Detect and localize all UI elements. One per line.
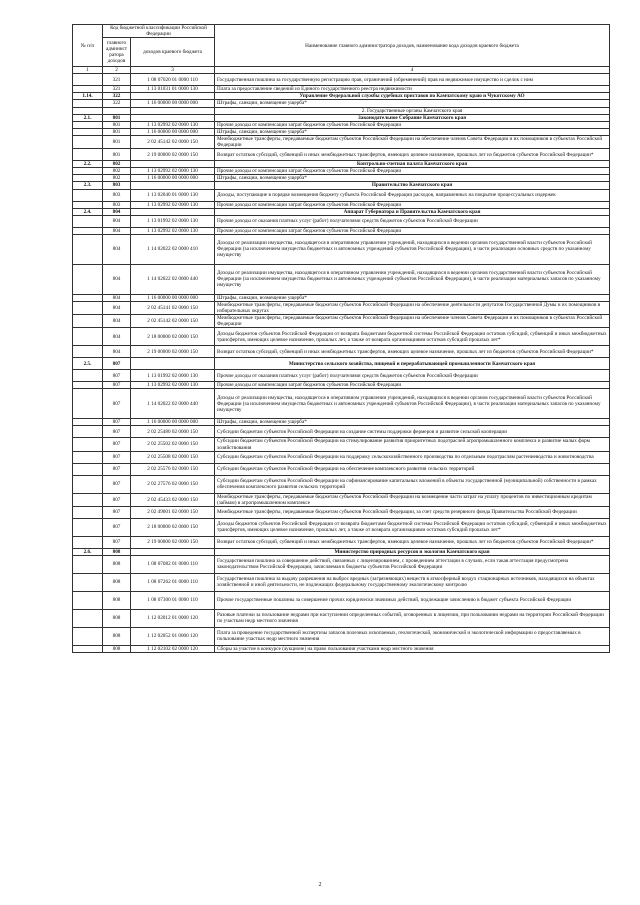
- row-number: [73, 227, 103, 234]
- admin-code: 803: [103, 182, 131, 189]
- table-row: [73, 536, 610, 548]
- admin-code: 807: [103, 518, 131, 536]
- revenue-name: Доходы от реализации имущества, находящегося в оперативном управлении учреждений, находящихся в ведении органов государственной власти субъектов Российской Федерации (за исключением имущества бюджетных и автономных учреждений субъектов Российской Федерации), в части реализации материальных запасов по указанному имуществу: [215, 264, 610, 294]
- table-row: [73, 74, 610, 86]
- table-row: [73, 493, 610, 506]
- header-num: № п/п: [73, 25, 103, 67]
- table-row: [73, 121, 610, 128]
- revenue-name: Плата за проведение государственной экспертизы запасов полезных ископаемых, геологической, экономической и экологической информации о предоставляемых в пользование участках недр местного значения: [215, 627, 610, 645]
- row-number: 2.4.: [73, 208, 103, 215]
- admin-code: 807: [103, 370, 131, 382]
- revenue-code: 1 12 02012 01 0000 120: [131, 609, 215, 627]
- page-number: 2: [318, 882, 322, 888]
- admin-code: 808: [103, 609, 131, 627]
- column-number: 3: [131, 67, 215, 74]
- revenue-name: Межбюджетные трансферты, передаваемые бюджетам субъектов Российской Федерации на обеспечение деятельности депутатов Государственной Думы и их помощников в избирательных округах: [215, 301, 610, 314]
- admin-code: 804: [103, 215, 131, 227]
- admin-code: 807: [103, 506, 131, 518]
- admin-code: 804: [103, 264, 131, 294]
- table-row: [73, 370, 610, 382]
- table-row-section: [73, 548, 610, 555]
- admin-code: 801: [103, 114, 131, 121]
- header-name: Наименование главного администратора доходов, наименование кода доходов краевого бюджета: [215, 25, 610, 67]
- revenue-code: 2 02 49001 02 0000 150: [131, 506, 215, 518]
- revenue-name: Доходы, поступающие в порядке возмещения бюджету субъекта Российской Федерации расходов, направленных на покрытие процессуальных издержек: [215, 189, 610, 201]
- table-row: [73, 100, 610, 107]
- table-row: [73, 382, 610, 389]
- table-row: [73, 627, 610, 645]
- revenue-name: Межбюджетные трансферты, передаваемые бюджетам субъектов Российской Федерации на обеспечение членов Совета Федерации и их помощников в субъектах Российской Федерации: [215, 315, 610, 328]
- row-number: [73, 536, 103, 548]
- revenue-code: 2 18 00000 02 0000 150: [131, 518, 215, 536]
- row-number: [73, 74, 103, 86]
- row-number: [73, 591, 103, 609]
- admin-code: 801: [103, 135, 131, 148]
- revenue-name: Межбюджетные трансферты, передаваемые бюджетам субъектов Российской Федерации, за счет средств резервного фонда Правительства Российской Федерации: [215, 506, 610, 518]
- admin-code: 807: [103, 358, 131, 370]
- table-row: [73, 645, 610, 652]
- revenue-code: 1 12 02102 02 0000 120: [131, 645, 215, 652]
- table-row-section: [73, 208, 610, 215]
- revenue-code: 1 14 02022 02 0000 440: [131, 264, 215, 294]
- revenue-name: Прочие доходы от компенсации затрат бюджетов субъектов Российской Федерации: [215, 227, 610, 234]
- revenue-name: Аппарат Губернатора и Правительства Камчатского края: [215, 208, 610, 215]
- table-row: [73, 506, 610, 518]
- revenue-code: [131, 358, 215, 370]
- row-number: [73, 107, 103, 114]
- row-number: [73, 100, 103, 107]
- table-row: [73, 201, 610, 208]
- row-number: [73, 389, 103, 419]
- admin-code: 804: [103, 328, 131, 346]
- revenue-name: Государственная пошлина за государственную регистрацию прав, ограничений (обременений) прав на недвижимое имущество и сделок с ним: [215, 74, 610, 86]
- admin-code: 808: [103, 645, 131, 652]
- revenue-name: Государственная пошлина за выдачу разрешения на выброс вредных (загрязняющих) веществ в атмосферный воздух стационарных источников, находящихся на объектах хозяйственной и иной деятельности, не подлежащих федеральному государственному экологическому контролю: [215, 573, 610, 591]
- revenue-code: 1 13 02040 01 0000 130: [131, 189, 215, 201]
- admin-code: 808: [103, 573, 131, 591]
- column-number: 1: [73, 67, 103, 74]
- revenue-code: 1 13 02992 02 0000 130: [131, 201, 215, 208]
- revenue-code: 1 13 02992 02 0000 130: [131, 382, 215, 389]
- table-row: [73, 301, 610, 314]
- revenue-name: Штрафы, санкции, возмещение ущерба*: [215, 175, 610, 182]
- admin-code: 807: [103, 493, 131, 506]
- revenue-name: Доходы от реализации имущества, находящегося в оперативном управлении учреждений, находящихся в ведении органов государственной власти субъектов Российской Федерации (за исключением имущества бюджетных и автономных учреждений субъектов Российской Федерации), в части реализации материальных запасов по указанному имуществу: [215, 389, 610, 419]
- admin-code: 807: [103, 382, 131, 389]
- revenue-code: 2 02 45142 02 0000 150: [131, 315, 215, 328]
- admin-code: 804: [103, 346, 131, 358]
- row-number: [73, 475, 103, 493]
- header-admin: главного администратора доходов: [103, 38, 131, 67]
- revenue-name: Доходы бюджетов субъектов Российской Федерации от возврата бюджетами бюджетной системы Российской Федерации остатков субсидий, субвенций и иных межбюджетных трансфертов, имеющих целевое назначение, прошлых лет, а также от возврата организациями остатков субсидий прошлых лет*: [215, 328, 610, 346]
- admin-code: 807: [103, 536, 131, 548]
- revenue-name: Субсидии бюджетам субъектов Российской Федерации на софинансирование капитальных вложений в объекты государственной (муниципальной) собственности в рамках обеспечения комплексного развития сельских территорий: [215, 475, 610, 493]
- revenue-code: 1 13 02992 02 0000 130: [131, 227, 215, 234]
- row-number: 2.3.: [73, 182, 103, 189]
- admin-code: 807: [103, 426, 131, 438]
- row-number: [73, 215, 103, 227]
- table-row: [73, 215, 610, 227]
- admin-code: 803: [103, 189, 131, 201]
- row-number: [73, 175, 103, 182]
- revenue-code: 1 08 07082 01 0000 110: [131, 555, 215, 573]
- revenue-name: Возврат остатков субсидий, субвенций и иных межбюджетных трансфертов, имеющих целевое назначение, прошлых лет из бюджетов субъектов Российской Федерации*: [215, 149, 610, 161]
- row-number: 2.2.: [73, 161, 103, 168]
- revenue-name: Штрафы, санкции, возмещение ущерба*: [215, 100, 610, 107]
- table-row: [73, 475, 610, 493]
- table-row: [73, 264, 610, 294]
- table-row: [73, 234, 610, 264]
- row-number: [73, 315, 103, 328]
- table-row: [73, 149, 610, 161]
- revenue-code: 2 02 25480 02 0000 150: [131, 426, 215, 438]
- table-row: [73, 135, 610, 148]
- revenue-name: Субсидии бюджетам субъектов Российской Федерации на создание системы поддержки фермеров и развитие сельской кооперации: [215, 426, 610, 438]
- revenue-name: Прочие доходы от оказания платных услуг (работ) получателями средств бюджетов субъектов Российской Федерации: [215, 215, 610, 227]
- revenue-code: [131, 161, 215, 168]
- row-number: [73, 234, 103, 264]
- row-number: [73, 121, 103, 128]
- admin-code: 808: [103, 555, 131, 573]
- table-row: [73, 555, 610, 573]
- admin-code: 804: [103, 294, 131, 301]
- table-row: [73, 451, 610, 463]
- revenue-name: 2. Государственные органы Камчатского края: [215, 107, 610, 114]
- header-budget-code-group: Код бюджетной классификации Российской Федерации: [103, 25, 215, 38]
- admin-code: [103, 107, 131, 114]
- row-number: [73, 438, 103, 451]
- admin-code: 807: [103, 438, 131, 451]
- revenue-code: 1 16 00000 00 0000 000: [131, 419, 215, 426]
- admin-code: 807: [103, 463, 131, 475]
- admin-code: 801: [103, 128, 131, 135]
- table-row-section: [73, 161, 610, 168]
- table-row: [73, 328, 610, 346]
- admin-code: 321: [103, 74, 131, 86]
- revenue-code: 1 08 07300 01 0000 110: [131, 591, 215, 609]
- revenue-name: Правительство Камчатского края: [215, 182, 610, 189]
- revenue-code: 2 19 00000 02 0000 150: [131, 149, 215, 161]
- row-number: [73, 419, 103, 426]
- row-number: [73, 518, 103, 536]
- revenue-codes-table: [72, 24, 610, 653]
- revenue-name: Прочие доходы от компенсации затрат бюджетов субъектов Российской Федерации: [215, 201, 610, 208]
- revenue-code: [131, 182, 215, 189]
- admin-code: 804: [103, 227, 131, 234]
- revenue-name: Государственная пошлина за совершение действий, связанных с лицензированием, с проведением аттестации в случаях, если такая аттестация предусмотрена законодательством Российской Федерации, зачисляемая в бюджеты субъектов Российской Федерации: [215, 555, 610, 573]
- revenue-code: 1 16 00000 00 0000 000: [131, 294, 215, 301]
- table-body: [73, 67, 610, 653]
- revenue-name: Штрафы, санкции, возмещение ущерба*: [215, 419, 610, 426]
- revenue-name: Доходы бюджетов субъектов Российской Федерации от возврата бюджетами бюджетной системы Российской Федерации остатков субсидий, субвенций и иных межбюджетных трансфертов, имеющих целевое назначение, прошлых лет, а также от возврата организациями остатков субсидий прошлых лет*: [215, 518, 610, 536]
- row-number: [73, 86, 103, 93]
- table-row: [73, 389, 610, 419]
- revenue-code: 1 08 07262 01 0000 110: [131, 573, 215, 591]
- table-row: [73, 168, 610, 175]
- header-revenue-code: доходов краевого бюджета: [131, 38, 215, 67]
- revenue-name: Штрафы, санкции, возмещение ущерба*: [215, 294, 610, 301]
- table-row-section: [73, 114, 610, 121]
- table-row-section: [73, 182, 610, 189]
- admin-code: 807: [103, 419, 131, 426]
- row-number: [73, 149, 103, 161]
- admin-code: 804: [103, 234, 131, 264]
- revenue-name: Прочие государственные пошлины за совершение прочих юридически значимых действий, подлежащие зачислению в бюджет субъекта Российской Федерации: [215, 591, 610, 609]
- column-number-row: [73, 67, 610, 74]
- row-number: [73, 426, 103, 438]
- row-number: [73, 609, 103, 627]
- revenue-name: Контрольно-счетная палата Камчатского края: [215, 161, 610, 168]
- revenue-name: Прочие доходы от компенсации затрат бюджетов субъектов Российской Федерации: [215, 382, 610, 389]
- row-number: 2.6.: [73, 548, 103, 555]
- revenue-code: 2 02 25576 02 0000 150: [131, 463, 215, 475]
- table-row: [73, 294, 610, 301]
- table-row: [73, 591, 610, 609]
- revenue-code: 2 19 00000 02 0000 150: [131, 536, 215, 548]
- admin-code: 801: [103, 121, 131, 128]
- revenue-code: 2 18 00000 02 0000 150: [131, 328, 215, 346]
- revenue-code: 1 13 02992 02 0000 130: [131, 121, 215, 128]
- revenue-code: [131, 107, 215, 114]
- row-number: [73, 645, 103, 652]
- table-row: [73, 463, 610, 475]
- admin-code: 804: [103, 208, 131, 215]
- revenue-name: Межбюджетные трансферты, передаваемые бюджетам субъектов Российской Федерации на возмещение части затрат на уплату процентов по инвестиционным кредитам (займам) в агропромышленном комплексе: [215, 493, 610, 506]
- revenue-name: Субсидии бюджетам субъектов Российской Федерации на обеспечение комплексного развития сельских территорий: [215, 463, 610, 475]
- table-row: [73, 518, 610, 536]
- revenue-code: 2 02 25502 02 0000 150: [131, 438, 215, 451]
- revenue-name: Прочие доходы от компенсации затрат бюджетов субъектов Российской Федерации: [215, 168, 610, 175]
- row-number: 1.14.: [73, 93, 103, 100]
- admin-code: 802: [103, 168, 131, 175]
- row-number: [73, 493, 103, 506]
- table-row-section: [73, 93, 610, 100]
- row-number: [73, 346, 103, 358]
- admin-code: 808: [103, 591, 131, 609]
- admin-code: 807: [103, 451, 131, 463]
- row-number: [73, 382, 103, 389]
- revenue-name: Прочие доходы от компенсации затрат бюджетов субъектов Российской Федерации: [215, 121, 610, 128]
- revenue-code: 1 16 00000 00 0000 000: [131, 128, 215, 135]
- row-number: [73, 301, 103, 314]
- revenue-name: Сборы за участие в конкурсе (аукционе) на право пользования участками недр местного значения: [215, 645, 610, 652]
- row-number: [73, 201, 103, 208]
- revenue-code: 2 02 27576 02 0000 150: [131, 475, 215, 493]
- row-number: [73, 506, 103, 518]
- admin-code: 808: [103, 627, 131, 645]
- document-page: [72, 24, 609, 653]
- revenue-code: [131, 93, 215, 100]
- admin-code: 807: [103, 389, 131, 419]
- row-number: [73, 573, 103, 591]
- revenue-name: Субсидии бюджетам субъектов Российской Федерации на поддержку сельскохозяйственного производства по отдельным подотраслям растениеводства и животноводства: [215, 451, 610, 463]
- admin-code: 802: [103, 175, 131, 182]
- row-number: [73, 294, 103, 301]
- revenue-code: 2 19 00000 02 0000 150: [131, 346, 215, 358]
- admin-code: 801: [103, 149, 131, 161]
- admin-code: 804: [103, 315, 131, 328]
- admin-code: 803: [103, 201, 131, 208]
- table-row: [73, 426, 610, 438]
- row-number: [73, 135, 103, 148]
- revenue-code: 1 13 01992 02 0000 130: [131, 215, 215, 227]
- admin-code: 804: [103, 301, 131, 314]
- table-row: [73, 128, 610, 135]
- revenue-code: 1 14 02022 02 0000 410: [131, 234, 215, 264]
- revenue-code: [131, 114, 215, 121]
- revenue-name: Доходы от реализации имущества, находящегося в оперативном управлении учреждений, находящихся в ведении органов государственной власти субъектов Российской Федерации (за исключением имущества бюджетных и автономных учреждений субъектов Российской Федерации), в части реализации основных средств по указанному имуществу: [215, 234, 610, 264]
- revenue-name: Межбюджетные трансферты, передаваемые бюджетам субъектов Российской Федерации на обеспечение членов Совета Федерации и их помощников в субъектах Российской Федерации: [215, 135, 610, 148]
- row-number: [73, 328, 103, 346]
- admin-code: 322: [103, 93, 131, 100]
- revenue-code: 1 13 01992 02 0000 130: [131, 370, 215, 382]
- admin-code: 802: [103, 161, 131, 168]
- revenue-code: 1 08 07020 01 0000 110: [131, 74, 215, 86]
- revenue-name: Министерство сельского хозяйства, пищевой и перерабатывающей промышленности Камчатского края: [215, 358, 610, 370]
- revenue-name: Субсидии бюджетам субъектов Российской Федерации на стимулирование развития приоритетных подотраслей агропромышленного комплекса и развитие малых форм хозяйствования: [215, 438, 610, 451]
- revenue-name: Управление Федеральной службы судебных приставов по Камчатскому краю и Чукотскому АО: [215, 93, 610, 100]
- revenue-code: 2 02 45141 02 0000 150: [131, 301, 215, 314]
- revenue-code: 1 14 02022 02 0000 440: [131, 389, 215, 419]
- revenue-code: 1 16 00000 00 0000 000: [131, 175, 215, 182]
- admin-code: 807: [103, 475, 131, 493]
- column-number: 2: [103, 67, 131, 74]
- row-number: [73, 189, 103, 201]
- row-number: [73, 168, 103, 175]
- table-row: [73, 573, 610, 591]
- row-number: [73, 627, 103, 645]
- revenue-code: [131, 208, 215, 215]
- revenue-name: Прочие доходы от оказания платных услуг (работ) получателями средств бюджетов субъектов Российской Федерации: [215, 370, 610, 382]
- table-row: [73, 315, 610, 328]
- row-number: 2.5.: [73, 358, 103, 370]
- row-number: [73, 370, 103, 382]
- row-number: [73, 128, 103, 135]
- row-number: 2.1.: [73, 114, 103, 121]
- admin-code: 808: [103, 548, 131, 555]
- row-number: [73, 451, 103, 463]
- revenue-name: Министерство природных ресурсов и экологии Камчатского края: [215, 548, 610, 555]
- revenue-code: 1 12 02052 01 0000 120: [131, 627, 215, 645]
- revenue-code: 1 16 00000 00 0000 000: [131, 100, 215, 107]
- table-row: [73, 419, 610, 426]
- admin-code: 322: [103, 100, 131, 107]
- revenue-code: 2 02 25508 02 0000 150: [131, 451, 215, 463]
- revenue-code: 2 02 45433 02 0000 150: [131, 493, 215, 506]
- column-number: 4: [215, 67, 610, 74]
- revenue-code: 1 13 02992 02 0000 130: [131, 168, 215, 175]
- table-row: [73, 175, 610, 182]
- table-header: [73, 25, 610, 67]
- table-row: [73, 227, 610, 234]
- revenue-name: Плата за предоставление сведений из Единого государственного реестра недвижимости: [215, 86, 610, 93]
- table-row: [73, 346, 610, 358]
- row-number: [73, 264, 103, 294]
- row-number: [73, 555, 103, 573]
- revenue-code: 1 13 01031 01 0000 130: [131, 86, 215, 93]
- revenue-code: 2 02 45142 02 0000 150: [131, 135, 215, 148]
- revenue-name: Возврат остатков субсидий, субвенций и иных межбюджетных трансфертов, имеющих целевое назначение, прошлых лет из бюджетов субъектов Российской Федерации*: [215, 346, 610, 358]
- revenue-code: [131, 548, 215, 555]
- table-row-section: [73, 358, 610, 370]
- table-row: [73, 609, 610, 627]
- revenue-name: Разовые платежи за пользование недрами при наступлении определенных событий, оговоренных в лицензии, при пользовании недрами на территории Российской Федерации по участкам недр местного значения: [215, 609, 610, 627]
- revenue-name: Возврат остатков субсидий, субвенций и иных межбюджетных трансфертов, имеющих целевое назначение, прошлых лет из бюджетов субъектов Российской Федерации*: [215, 536, 610, 548]
- table-row-subsection: [73, 107, 610, 114]
- table-row: [73, 86, 610, 93]
- table-row: [73, 438, 610, 451]
- revenue-name: Штрафы, санкции, возмещение ущерба*: [215, 128, 610, 135]
- revenue-name: Законодательное Собрание Камчатского края: [215, 114, 610, 121]
- row-number: [73, 463, 103, 475]
- admin-code: 321: [103, 86, 131, 93]
- table-row: [73, 189, 610, 201]
